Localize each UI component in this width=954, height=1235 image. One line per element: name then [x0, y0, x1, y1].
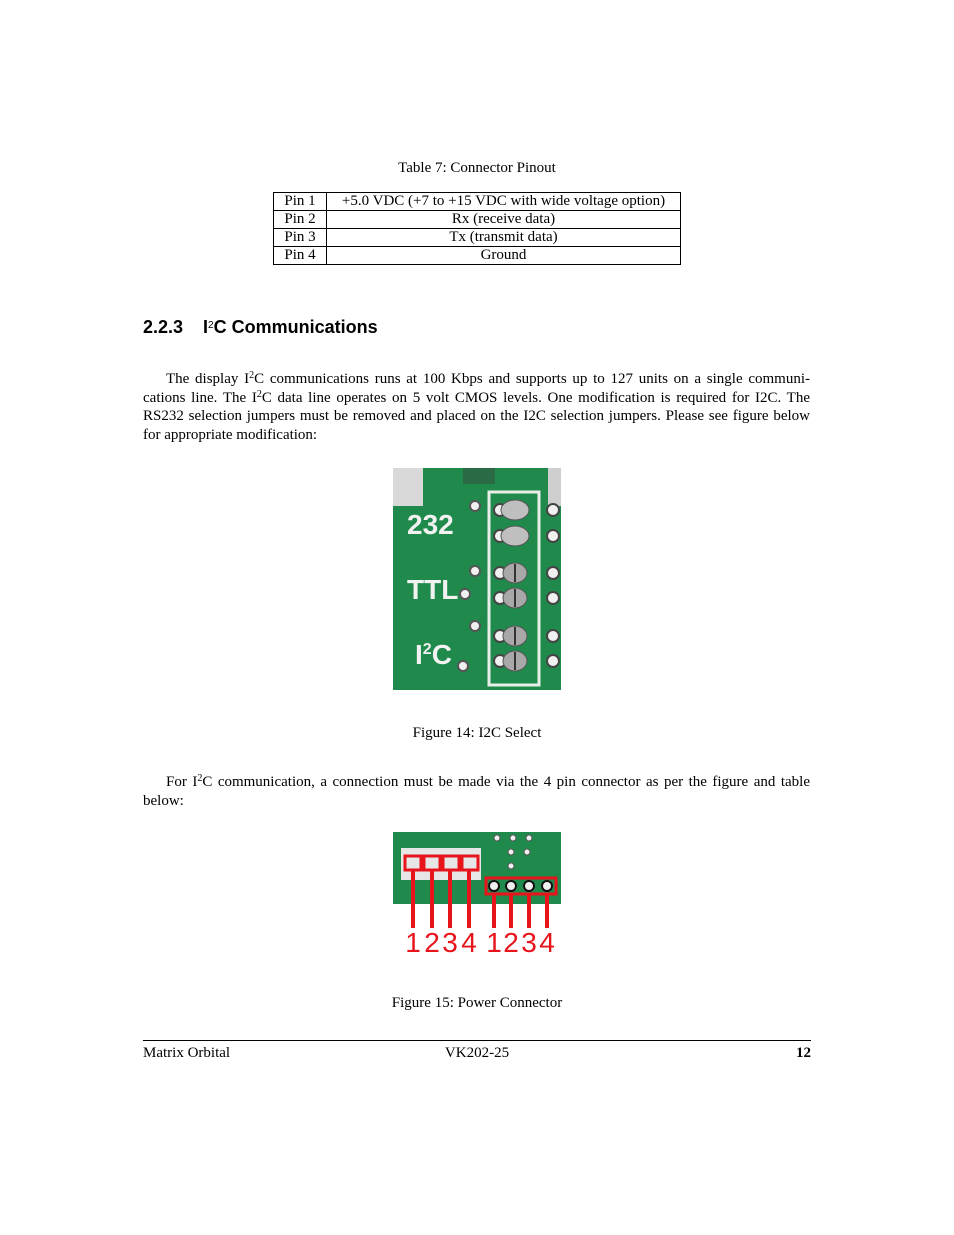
- component-shadow: [463, 468, 495, 484]
- table-caption: Table 7: Connector Pinout: [398, 160, 556, 176]
- figure-14-caption: Figure 14: I2C Select: [412, 725, 542, 741]
- power-connector-photo: [393, 832, 561, 960]
- pin-number: 1: [405, 927, 421, 958]
- desc-cell: Ground: [327, 247, 681, 265]
- pin-number: 2: [424, 927, 440, 958]
- label-i2c-sup: 2: [422, 641, 432, 658]
- table-row: [274, 247, 681, 265]
- section-title-rest: C Communications: [213, 317, 378, 337]
- pin-number-labels: [405, 927, 555, 958]
- pin-number: 3: [442, 927, 458, 958]
- desc-cell: +5.0 VDC (+7 to +15 VDC with wide voltage option): [327, 193, 681, 211]
- table-row: [274, 211, 681, 229]
- pin-cell: Pin 1: [274, 193, 327, 211]
- pin-cell: Pin 3: [274, 229, 327, 247]
- connector-housing: [393, 468, 423, 506]
- label-i2c-i: I: [415, 639, 423, 670]
- table-row: [274, 229, 681, 247]
- footer-model: VK202-25: [444, 1045, 510, 1061]
- paragraph-text: C communication, a connection must be made via the 4 pin connector as per the figure and table below:: [143, 774, 810, 809]
- pin-number: 4: [461, 927, 477, 958]
- pin-number: 3: [521, 927, 537, 958]
- label-ttl: TTL: [407, 574, 459, 605]
- superscript: 2: [249, 370, 255, 381]
- pin-cell: Pin 2: [274, 211, 327, 229]
- section-title-prefix: I: [203, 317, 209, 337]
- pin-number: 4: [539, 927, 555, 958]
- component-edge: [548, 468, 561, 506]
- pin-cell: Pin 4: [274, 247, 327, 265]
- paragraph-text: C communications runs at 100 Kbps and supports up to 127 units on a single communi-cations line. The I: [143, 371, 810, 406]
- table-row: [274, 193, 681, 211]
- footer-page-number: 12: [796, 1045, 811, 1061]
- label-i2c-c: C: [431, 639, 452, 670]
- section-heading: [143, 317, 378, 338]
- pin-number: 1: [486, 927, 502, 958]
- desc-cell: Rx (receive data): [327, 211, 681, 229]
- pin-number: 2: [503, 927, 519, 958]
- section-title-sup: 2: [208, 320, 214, 331]
- footer-company: Matrix Orbital: [143, 1045, 231, 1061]
- paragraph-text: C data line operates on 5 volt CMOS levels. One modification is required for I2C. The RS232 selection jumpers must be removed and placed on the I2C selection jumpers. Please see figure below for appropriate modification:: [143, 389, 810, 443]
- label-i2c: [415, 639, 452, 670]
- paragraph-text: The display I: [166, 371, 250, 387]
- footer-divider: [143, 1040, 811, 1041]
- desc-cell: Tx (transmit data): [327, 229, 681, 247]
- label-232: 232: [407, 509, 454, 540]
- paragraph-text: For I: [166, 774, 198, 790]
- body-paragraph: [143, 370, 810, 444]
- connector-pinout-table: [273, 192, 681, 265]
- figure-15-caption: Figure 15: Power Connector: [391, 995, 563, 1011]
- superscript: 2: [197, 773, 203, 784]
- body-paragraph: [143, 773, 810, 810]
- superscript: 2: [256, 388, 262, 400]
- section-number: 2.2.3: [143, 317, 184, 337]
- i2c-select-photo: [393, 468, 561, 690]
